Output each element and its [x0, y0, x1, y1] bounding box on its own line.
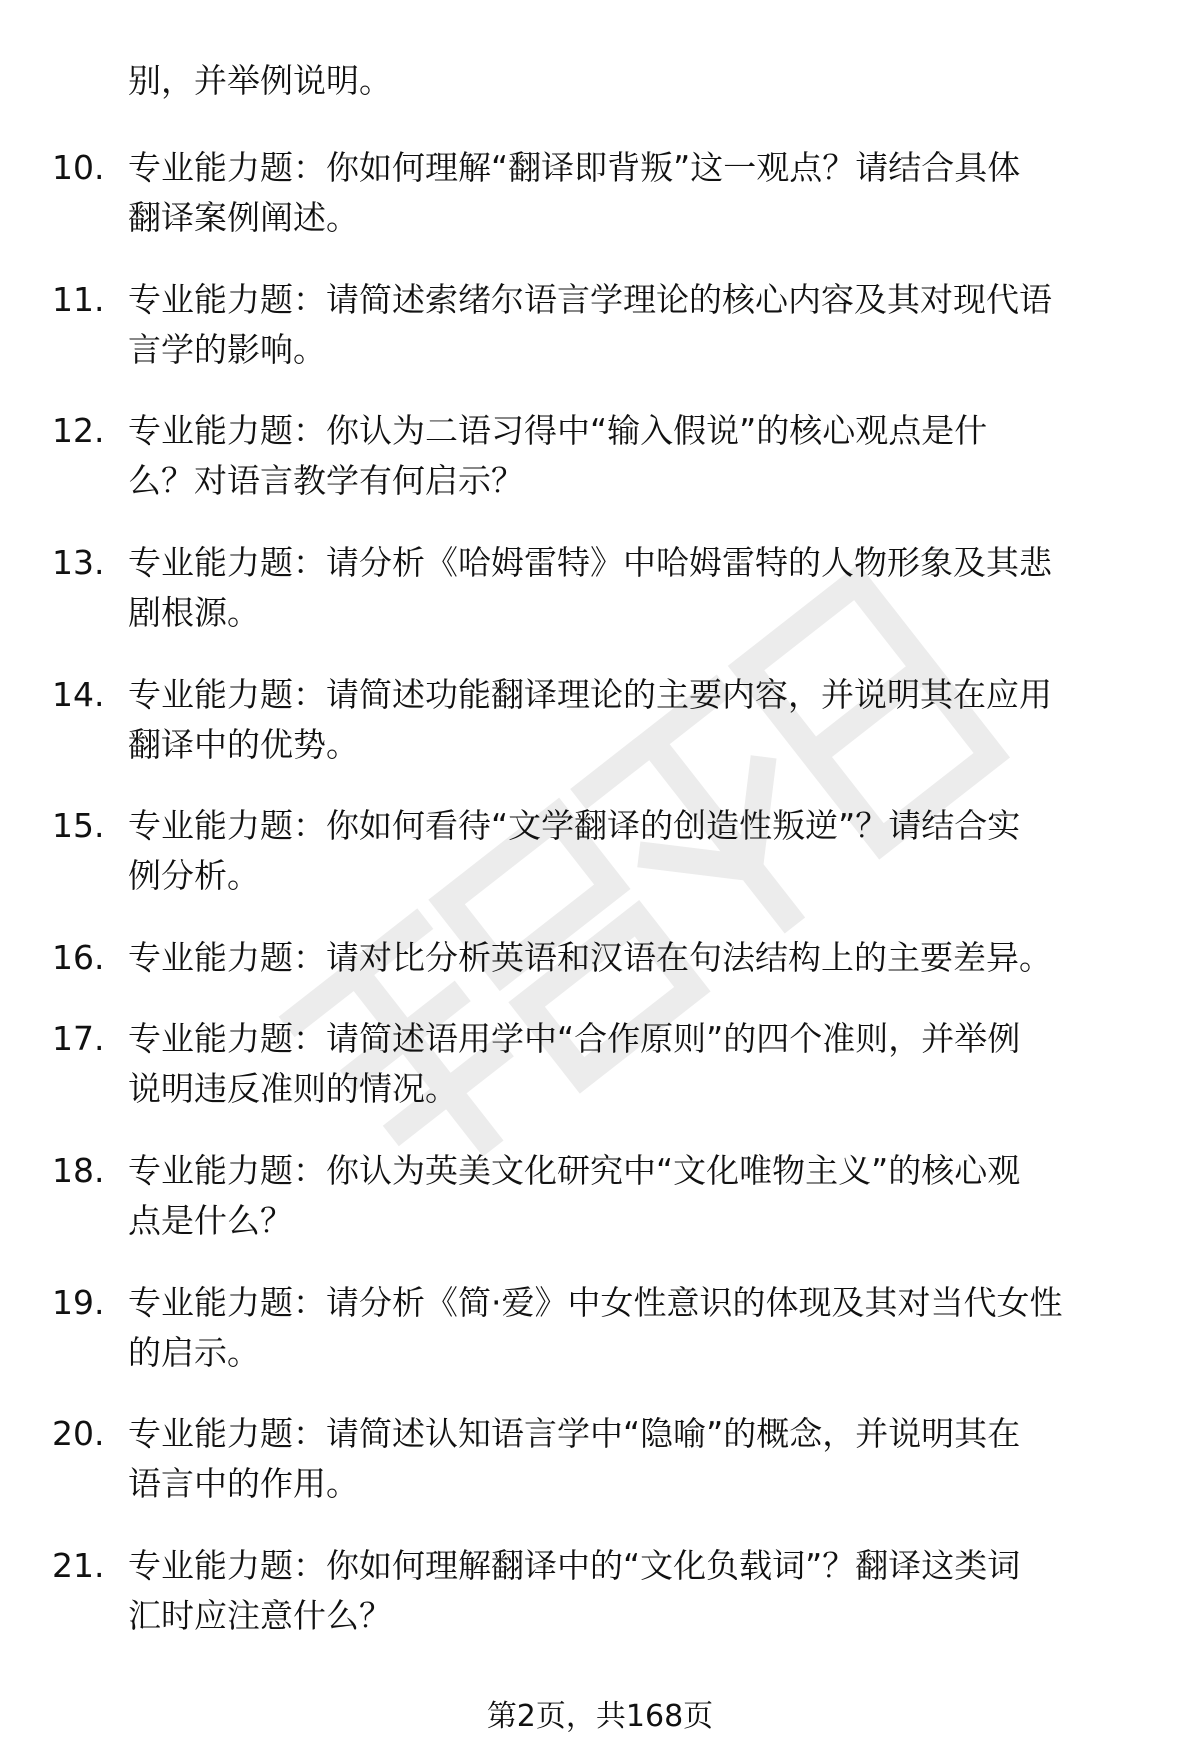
question-line: 专业能力题：你认为二语习得中“输入假说”的核心观点是什: [128, 411, 988, 451]
question-text: [128, 1014, 1148, 1114]
question-text: [128, 275, 1148, 375]
question-number: 20.: [52, 1414, 105, 1454]
list-item: [0, 1278, 1200, 1410]
question-number: 13.: [52, 543, 105, 583]
question-text: [128, 143, 1148, 243]
question-line: 言学的影响。: [128, 329, 326, 369]
question-list: [0, 143, 1200, 1673]
question-number: 11.: [52, 279, 105, 319]
question-number: 14.: [52, 674, 105, 714]
list-item: [0, 538, 1200, 670]
question-text: [128, 406, 1148, 506]
list-item: [0, 1409, 1200, 1541]
list-item: [0, 143, 1200, 275]
question-line: 语言中的作用。: [128, 1464, 359, 1504]
question-line: 专业能力题：你如何看待“文学翻译的创造性叛逆”？请结合实: [128, 806, 1021, 846]
question-text: [128, 670, 1148, 770]
question-line: 专业能力题：请分析《哈姆雷特》中哈姆雷特的人物形象及其悲: [128, 543, 1052, 583]
question-line: 专业能力题：请简述语用学中“合作原则”的四个准则，并举例: [128, 1019, 1021, 1059]
question-number: 12.: [52, 411, 105, 451]
question-number: 21.: [52, 1545, 105, 1585]
question-text: [128, 801, 1148, 901]
continuation-text: 别，并举例说明。: [128, 61, 392, 100]
question-line: 例分析。: [128, 856, 260, 896]
question-line: 翻译案例阐述。: [128, 198, 359, 237]
question-line: 专业能力题：请对比分析英语和汉语在句法结构上的主要差异。: [128, 938, 1052, 978]
list-item: [0, 1146, 1200, 1278]
question-number: 19.: [52, 1282, 105, 1322]
list-item: [0, 1014, 1200, 1146]
list-item: [0, 933, 1200, 1014]
question-line: 专业能力题：请简述认知语言学中“隐喻”的概念，并说明其在: [128, 1414, 1021, 1454]
question-text: [128, 1146, 1148, 1246]
question-number: 16.: [52, 938, 105, 978]
list-item: [0, 406, 1200, 538]
page-footer: 第2页，共168页: [486, 1699, 714, 1734]
question-text: [128, 1541, 1148, 1641]
list-item: [0, 801, 1200, 933]
question-line: 说明违反准则的情况。: [128, 1069, 458, 1109]
question-line: 翻译中的优势。: [128, 724, 359, 764]
question-text: [128, 1409, 1148, 1509]
question-line: 剧根源。: [128, 593, 260, 633]
question-line: 专业能力题：你如何理解翻译中的“文化负载词”？翻译这类词: [128, 1545, 1021, 1585]
question-line: 汇时应注意什么？: [128, 1595, 392, 1635]
question-line: 专业能力题：请简述功能翻译理论的主要内容，并说明其在应用: [128, 674, 1052, 714]
question-line: 么？对语言教学有何启示？: [128, 461, 524, 501]
question-text: [128, 1278, 1148, 1378]
list-item: [0, 275, 1200, 407]
question-line: 点是什么？: [128, 1200, 293, 1240]
question-line: 的启示。: [128, 1332, 260, 1372]
question-line: 专业能力题：请分析《简·爱》中女性意识的体现及其对当代女性: [128, 1282, 1063, 1322]
list-item: [0, 670, 1200, 802]
question-text: [128, 538, 1148, 638]
question-number: 10.: [52, 148, 105, 187]
question-line: 专业能力题：你如何理解“翻译即背叛”这一观点？请结合具体: [128, 148, 1021, 187]
question-line: 专业能力题：请简述索绪尔语言学理论的核心内容及其对现代语: [128, 279, 1052, 319]
question-text: [128, 933, 1148, 983]
question-number: 18.: [52, 1150, 105, 1190]
question-line: 专业能力题：你认为英美文化研究中“文化唯物主义”的核心观: [128, 1150, 1021, 1190]
question-number: 15.: [52, 806, 105, 846]
list-item: [0, 1541, 1200, 1673]
question-number: 17.: [52, 1019, 105, 1059]
